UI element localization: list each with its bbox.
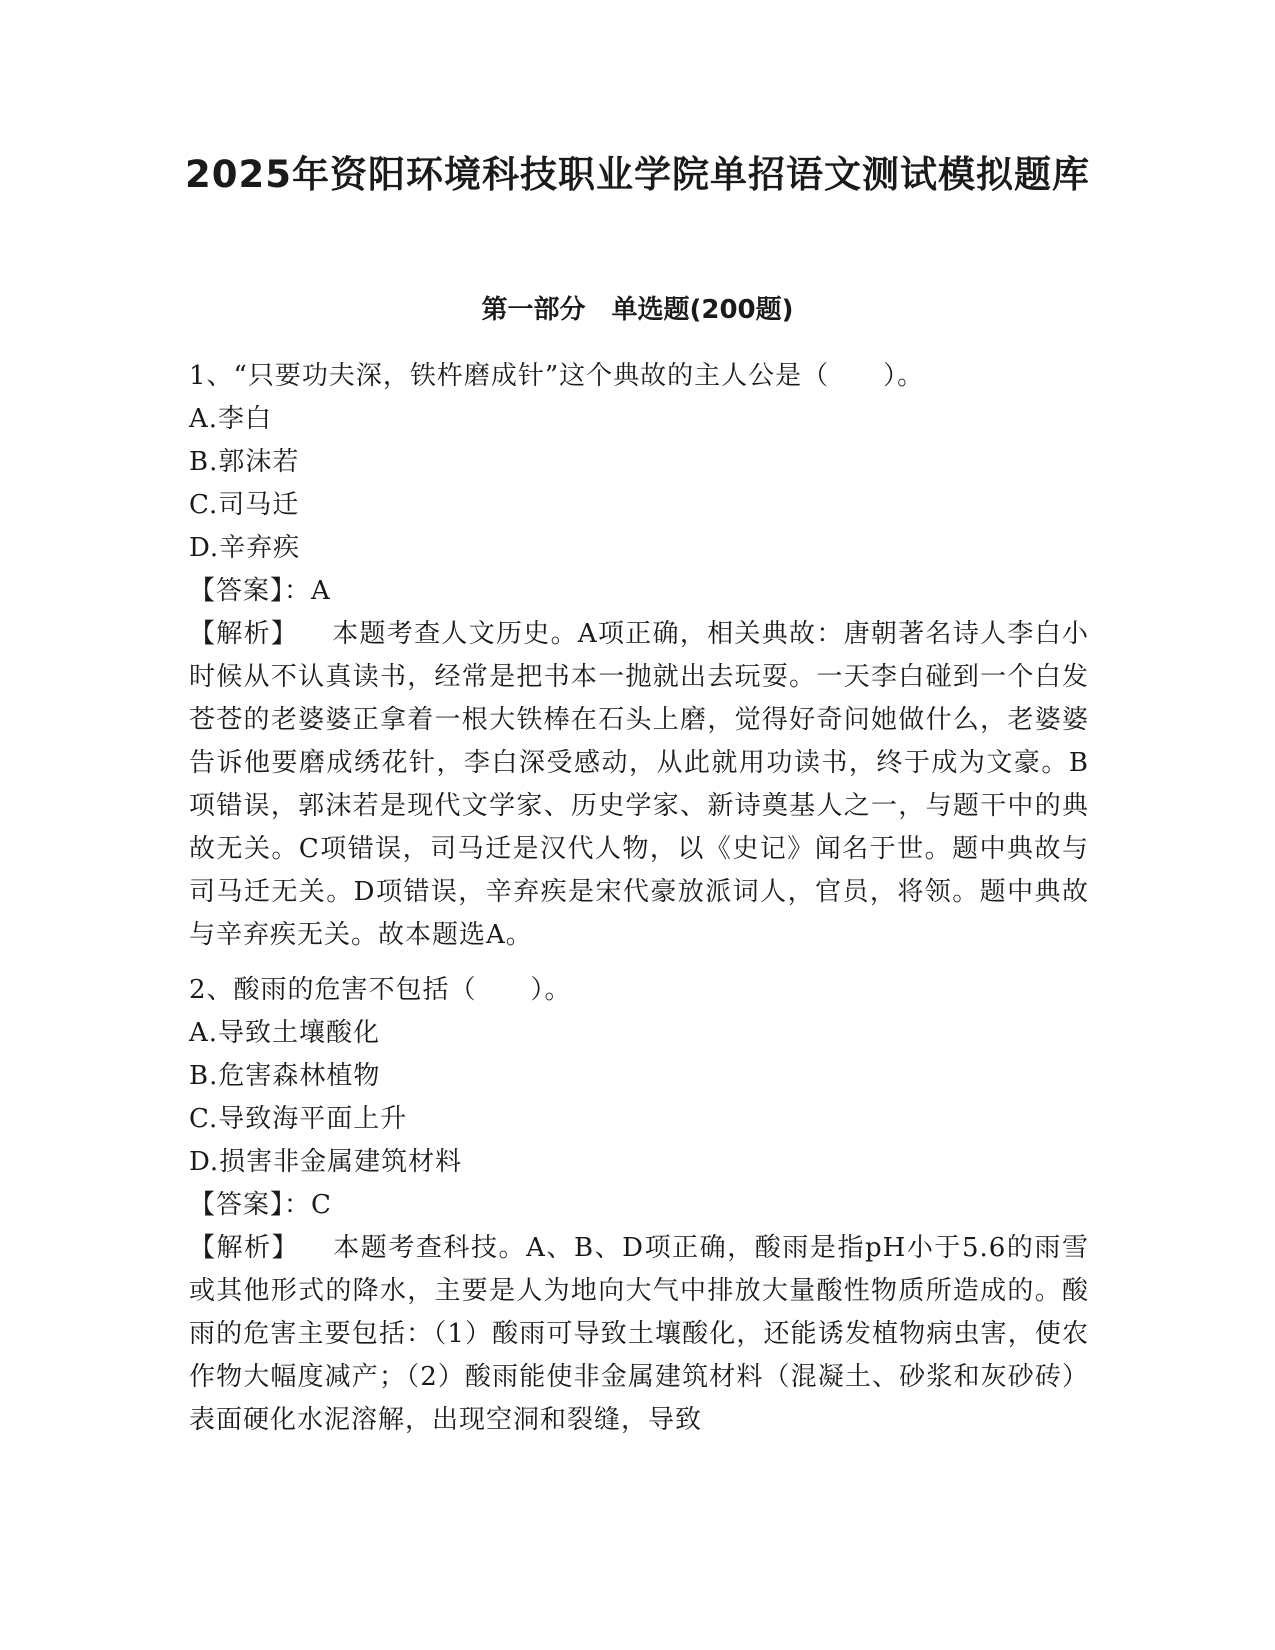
question-1 (189, 355, 1089, 957)
analysis-label: 【解析】 (189, 1233, 300, 1263)
analysis-text: 本题考查科技。A、B、D项正确，酸雨是指pH小于5.6的雨雪或其他形式的降水，主要是人为地向大气中排放大量酸性物质所造成的。酸雨的危害主要包括：（1）酸雨可导致土壤酸化，还能诱发植物病虫害，使农作物大幅度减产；（2）酸雨能使非金属建筑材料（混凝土、砂浆和灰砂砖）表面硬化水泥溶解，出现空洞和裂缝，导致 (189, 1233, 1089, 1435)
analysis-paragraph (189, 1227, 1089, 1442)
option-c: C.导致海平面上升 (189, 1104, 408, 1134)
answer-line (189, 1184, 1089, 1227)
analysis-label: 【解析】 (189, 619, 299, 649)
question-2 (189, 969, 1089, 1442)
option-a: A.导致土壤酸化 (189, 1018, 381, 1048)
analysis-paragraph (189, 613, 1089, 957)
question-list (189, 355, 1089, 1442)
document-title: 2025年资阳环境科技职业学院单招语文测试模拟题库 (185, 153, 1090, 196)
analysis-text: 本题考查人文历史。A项正确，相关典故：唐朝著名诗人李白小时候从不认真读书，经常是把书本一抛就出去玩耍。一天李白碰到一个白发苍苍的老婆婆正拿着一根大铁棒在石头上磨，觉得好奇问她做什么，老婆婆告诉他要磨成绣花针，李白深受感动，从此就用功读书，终于成为文豪。B项错误，郭沫若是现代文学家、历史学家、新诗奠基人之一，与题干中的典故无关。C项错误，司马迁是汉代人物，以《史记》闻名于世。题中典故与司马迁无关。D项错误，辛弃疾是宋代豪放派词人，官员，将领。题中典故与辛弃疾无关。故本题选A。 (189, 619, 1089, 950)
answer-line (189, 570, 1089, 613)
question-spacer (189, 957, 1089, 969)
question-stem: 2、酸雨的危害不包括（ ）。 (189, 975, 572, 1005)
answer-label: 【答案】： (189, 576, 312, 606)
answer-value: C (311, 1190, 332, 1220)
section-title: 第一部分 单选题(200题) (481, 295, 794, 325)
option-b: B.危害森林植物 (189, 1061, 381, 1091)
question-stem: 1、“只要功夫深，铁杵磨成针”这个典故的主人公是（ ）。 (189, 361, 925, 391)
option-d: D.辛弃疾 (189, 533, 301, 563)
answer-label: 【答案】： (189, 1190, 312, 1220)
option-a: A.李白 (189, 404, 273, 434)
answer-value: A (311, 576, 331, 606)
option-d: D.损害非金属建筑材料 (189, 1147, 463, 1177)
option-b: B.郭沫若 (189, 447, 300, 477)
option-c: C.司马迁 (189, 490, 300, 520)
